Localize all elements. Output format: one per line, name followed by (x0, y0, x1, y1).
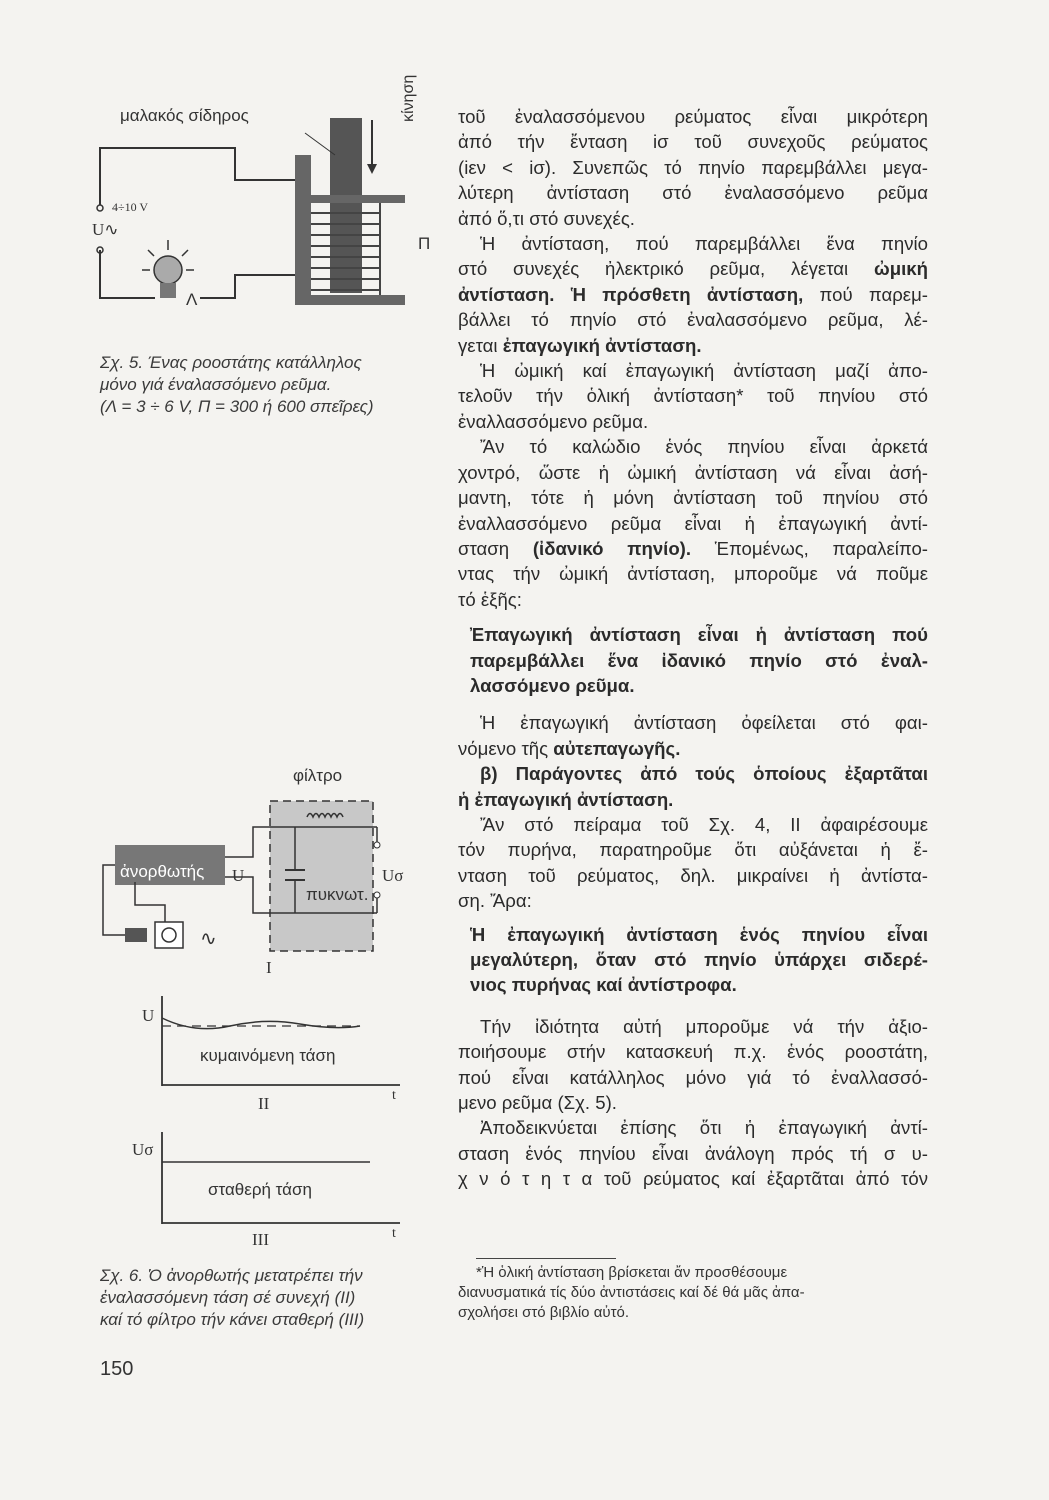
text-line: ἡ ἐπαγωγική ἀντίσταση. (458, 788, 674, 810)
text-line: τελοῦν τήν ὁλική ἀντίσταση* τοῦ πηνίου στό (458, 385, 928, 407)
section-heading-b (458, 761, 928, 812)
label-soft-iron: μαλακός σίδηρος (120, 106, 249, 125)
text-line: Ἡ ὠμική καί ἐπαγωγική ἀντίσταση μαζί ἀπο- (480, 360, 928, 382)
text-line: Ἡ ἀντίσταση, πού παρεμβάλλει ἕνα πηνίο (480, 233, 928, 255)
term-ohmic: ὠμική (874, 258, 928, 280)
figure-6-caption (100, 1265, 445, 1331)
text-line: ἀπό ὅ,τι στό συνεχές. (458, 207, 635, 229)
coil-frame-left (295, 155, 311, 305)
text-line: νταση τοῦ ρεύματος, δηλ. μικραίνει ἡ ἀντίστα- (458, 864, 928, 886)
graph-ripple-voltage (160, 996, 410, 1091)
text-line: σταση (ἰδανικό πηνίο). Ἑπομένως, παραλείπο- (458, 537, 928, 559)
label-u-sigma: Uσ (382, 866, 404, 885)
plug-icon (125, 928, 147, 942)
paragraph-3 (458, 358, 928, 434)
text-line: ντας τήν ὠμική ἀντίσταση, μποροῦμε νά ποῦμε (458, 563, 928, 585)
text-line: β) Παράγοντες ἀπό τούς ὁποίους ἐξαρτᾶται (480, 763, 928, 785)
text-line: Ἄν τό καλώδιο ἑνός πηνίου εἶναι ἀρκετά (480, 436, 928, 458)
text-line: ση. Ἄρα: (458, 890, 532, 912)
caption-line: καί τό φίλτρο τήν κάνει σταθερή (III) (100, 1310, 365, 1329)
label-ripple-voltage: κυμαινόμενη τάση (200, 1046, 336, 1065)
text-line: μαντη, τότε ἡ μόνη ἀντίσταση τοῦ πηνίου στό (458, 487, 928, 509)
text-line: στό συνεχές ἠλεκτρικό ρεῦμα, λέγεται ὠμική (458, 258, 928, 280)
caption-line: μόνο γιά έναλασσόμενο ρεῦμα. (100, 375, 332, 394)
ripple-wave (162, 1018, 360, 1029)
label-II: II (258, 1094, 270, 1113)
text-line: *Ἡ ὁλική ἀντίσταση βρίσκεται ἄν προσθέσουμε (476, 1264, 788, 1281)
label-u: U (232, 866, 245, 885)
label-t-1: t (392, 1088, 396, 1103)
footnote (458, 1258, 928, 1323)
text-line: μεγαλύτερη, ὅταν στό πηνίο ὑπάρχει σιδερέ- (470, 949, 928, 970)
figure-5-caption (100, 352, 445, 418)
iron-core (330, 118, 362, 293)
text-line: τοῦ ἐναλασσόμενου ρεύματος εἶναι μικρότερη (458, 106, 928, 127)
coil-top (295, 195, 405, 203)
text-line: ποιήσουμε στήν κατασκευή π.χ. ἑνός ροοστάτη, (458, 1041, 928, 1063)
label-u-sigma-axis: Uσ (132, 1140, 154, 1159)
text-line: παρεμβάλλει ἕνα ἰδανικό πηνίο στό ἐναλ- (470, 649, 928, 671)
paragraph-4 (458, 434, 928, 612)
text-line: σχολήσει στό βιβλίο αὐτό. (458, 1304, 630, 1321)
text-line: διανυσματικά τίς δύο ἀντιστάσεις καί δέ θά μᾶς ἀπα- (458, 1284, 805, 1301)
text-line: πού εἶναι κατάλληλος μόνο γιά τό ἐναλλασσό- (458, 1066, 928, 1088)
label-ac-icon: ∿ (200, 928, 217, 950)
label-filter: φίλτρο (293, 766, 343, 785)
text-line: λασσόμενο ρεῦμα. (470, 674, 635, 696)
label-capacitor: πυκνωτ. (306, 885, 369, 904)
down-arrow-icon (367, 164, 377, 174)
text-line: ἐναλλασσόμενο ρεῦμα εἶναι ἡ ἐπαγωγική ἀντί- (458, 512, 928, 534)
term-additional-resistance: Ἡ πρόσθετη ἀντίσταση, (570, 283, 804, 305)
figure-5-rheostat-diagram (90, 100, 440, 340)
text-line: ἀντίσταση. Ἡ πρόσθετη ἀντίσταση, πού παρεμ- (458, 283, 928, 305)
text-line: Ἀποδεικνύεται ἐπίσης ὅτι ἡ ἐπαγωγική ἀντί- (480, 1117, 928, 1139)
text-line: ἀπό τήν ἔνταση iσ τοῦ συνεχοῦς ρεύματος (458, 131, 928, 153)
wire-top (100, 148, 295, 205)
rule-definition-2 (470, 922, 928, 998)
text-line: βάλλει τό πηνίο στό ἐναλασσόμενο ρεῦμα, λέ- (458, 309, 928, 331)
main-text-column (458, 104, 928, 1192)
caption-line: (Λ = 3 ÷ 6 V, Π = 300 ή 600 σπεῖρες) (100, 397, 374, 416)
label-motion: κίνηση (400, 74, 417, 122)
rule-definition-1 (470, 622, 928, 698)
label-constant-voltage: σταθερή τάση (208, 1180, 312, 1199)
caption-line: Σχ. 5. Ένας ροοστάτης κατάλληλος (100, 353, 362, 372)
caption-line: Σχ. 6. Ὁ ἀνορθωτής μετατρέπει τήν (100, 1266, 363, 1285)
text-line: λύτερη ἀντίσταση στό ἐναλασσόμενο ρεῦμα (458, 182, 928, 204)
caption-line: ἐναλασσόμενη τάση σέ συνεχή (II) (100, 1288, 356, 1307)
text-line: Ἐπαγωγική ἀντίσταση εἶναι ἡ ἀντίσταση πού (470, 624, 928, 646)
term-ideal-coil: (ἰδανικό πηνίο). (532, 537, 692, 559)
label-III: III (252, 1230, 269, 1249)
text-line: ἐναλλασσόμενο ρεῦμα. (458, 410, 649, 432)
text-line: τό ἑξῆς: (458, 588, 522, 610)
paragraph-6 (458, 812, 928, 914)
label-rectifier: ἀνορθωτής (120, 862, 205, 881)
text-line: γεται ἐπαγωγική ἀντίσταση. (458, 334, 702, 356)
coil-base (295, 295, 405, 305)
text-line: Ἡ ἐπαγωγική ἀντίσταση ὀφείλεται στό φαι- (480, 712, 928, 734)
text-line: νιος πυρήνας καί ἀντίστροφα. (470, 974, 737, 996)
label-lamp: Λ (186, 290, 198, 309)
text-line: χ ν ό τ η τ α τοῦ ρεύματος καί ἐξαρτᾶται ἀπό τόν (458, 1168, 928, 1190)
label-I: I (266, 958, 272, 977)
footnote-divider (476, 1258, 616, 1259)
wire-left (100, 250, 155, 298)
wire-bottom (200, 275, 295, 298)
paragraph-2 (458, 231, 928, 358)
label-t-2: t (392, 1226, 396, 1241)
paragraph-5 (458, 710, 928, 761)
term-inductive-resistance: ἐπαγωγική ἀντίσταση. (502, 334, 702, 356)
label-source: U∿ (92, 220, 119, 239)
paragraph-1 (458, 104, 928, 231)
text-line: νόμενο τῆς αὐτεπαγωγῆς. (458, 737, 681, 759)
socket-icon (155, 922, 183, 948)
paragraph-8 (458, 1115, 928, 1191)
label-voltage: 4÷10 V (112, 200, 149, 214)
label-coil: Π (418, 234, 431, 253)
text-line: Τήν ἰδιότητα αὐτή μποροῦμε νά τήν ἀξιο- (480, 1015, 928, 1037)
paragraph-7 (458, 1014, 928, 1116)
text-line: (iεν < iσ). Συνεπῶς τό πηνίο παρεμβάλλει μεγα- (458, 156, 928, 178)
page-number: 150 (100, 1358, 134, 1380)
filter-box (270, 801, 373, 951)
text-line: τόν πυρήνα, παρατηροῦμε ὅτι αὐξάνεται ἡ ἔ- (458, 839, 928, 861)
text-line: σταση ἑνός πηνίου εἶναι ἀνάλογη πρός τή σ υ- (458, 1142, 928, 1164)
text-line: μενο ρεῦμα (Σχ. 5). (458, 1092, 617, 1114)
text-line: Ἡ ἐπαγωγική ἀντίσταση ἑνός πηνίου εἶναι (470, 923, 928, 945)
text-line: χοντρό, ὥστε ἡ ὠμική ἀντίσταση νά εἶναι ἀσή- (458, 461, 928, 483)
label-u-axis: U (142, 1006, 155, 1025)
text-line: Ἄν στό πείραμα τοῦ Σχ. 4, II ἀφαιρέσουμε (480, 813, 928, 835)
term-self-induction: αὐτεπαγωγῆς. (553, 737, 681, 759)
